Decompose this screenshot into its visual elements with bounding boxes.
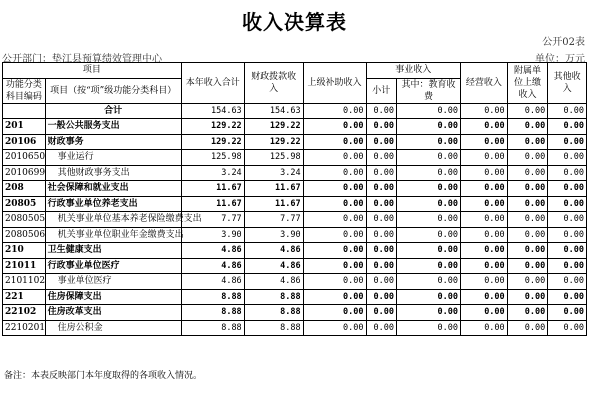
cell-subtotal: 0.00 (366, 274, 396, 290)
cell-superior: 0.00 (303, 165, 366, 181)
cell-edu: 0.00 (396, 181, 460, 197)
cell-subtotal: 0.00 (366, 150, 396, 166)
row-name: 其他财政事务支出 (45, 165, 181, 181)
cell-other: 0.00 (548, 150, 587, 166)
cell-edu: 0.00 (396, 258, 460, 274)
row-code: 2080506 (3, 227, 46, 243)
other-income-header: 其他收入 (548, 63, 587, 104)
cell-affiliated: 0.00 (507, 227, 548, 243)
cell-other: 0.00 (548, 196, 587, 212)
cell-operating: 0.00 (460, 119, 507, 135)
cell-affiliated: 0.00 (507, 243, 548, 259)
cell-subtotal: 0.00 (366, 212, 396, 228)
cell-superior: 0.00 (303, 227, 366, 243)
cell-other: 0.00 (548, 212, 587, 228)
cell-other: 0.00 (548, 320, 587, 336)
cell-subtotal: 0.00 (366, 289, 396, 305)
cell-edu: 0.00 (396, 289, 460, 305)
table-row (3, 243, 587, 259)
cell-affiliated: 0.00 (507, 165, 548, 181)
cell-fiscal: 8.88 (244, 320, 303, 336)
cell-total: 11.67 (181, 181, 244, 197)
cell-affiliated: 0.00 (507, 212, 548, 228)
row-name: 卫生健康支出 (45, 243, 181, 259)
row-code: 2010699 (3, 165, 46, 181)
cell-edu: 0.00 (396, 274, 460, 290)
row-name: 住房改革支出 (45, 305, 181, 321)
cell-other: 0.00 (548, 165, 587, 181)
cell-superior: 0.00 (303, 119, 366, 135)
row-code: 20106 (3, 134, 46, 150)
cell-edu: 0.00 (396, 320, 460, 336)
cell-affiliated: 0.00 (507, 181, 548, 197)
cell-affiliated: 0.00 (507, 150, 548, 166)
cell-subtotal: 0.00 (366, 320, 396, 336)
cell-operating: 0.00 (460, 274, 507, 290)
row-name: 住房公积金 (45, 320, 181, 336)
row-name: 住房保障支出 (45, 289, 181, 305)
cell-edu: 0.00 (396, 212, 460, 228)
cell-superior: 0.00 (303, 134, 366, 150)
cell-affiliated: 0.00 (507, 258, 548, 274)
cell-subtotal: 0.00 (366, 227, 396, 243)
cell-edu: 0.00 (396, 103, 460, 119)
cell-operating: 0.00 (460, 165, 507, 181)
row-name: 合计 (45, 103, 181, 119)
cell-operating: 0.00 (460, 243, 507, 259)
unit-label: 单位：万元 (535, 54, 585, 65)
cell-other: 0.00 (548, 274, 587, 290)
code-header: 功能分类科目编码 (3, 78, 46, 103)
table-row (3, 320, 587, 336)
cell-edu: 0.00 (396, 150, 460, 166)
cell-superior: 0.00 (303, 181, 366, 197)
cell-total: 154.63 (181, 103, 244, 119)
form-code: 公开02表 (542, 37, 585, 48)
cell-superior: 0.00 (303, 258, 366, 274)
cell-operating: 0.00 (460, 150, 507, 166)
table-row (3, 305, 587, 321)
cell-total: 3.90 (181, 227, 244, 243)
cell-total: 8.88 (181, 320, 244, 336)
cell-fiscal: 11.67 (244, 181, 303, 197)
cell-superior: 0.00 (303, 305, 366, 321)
cell-superior: 0.00 (303, 289, 366, 305)
cell-superior: 0.00 (303, 212, 366, 228)
cell-subtotal: 0.00 (366, 119, 396, 135)
row-name: 一般公共服务支出 (45, 119, 181, 135)
cell-subtotal: 0.00 (366, 165, 396, 181)
cell-subtotal: 0.00 (366, 258, 396, 274)
table-row (3, 212, 587, 228)
row-name: 社会保障和就业支出 (45, 181, 181, 197)
cell-fiscal: 3.24 (244, 165, 303, 181)
table-row (3, 150, 587, 166)
table-row (3, 134, 587, 150)
table-row (3, 289, 587, 305)
cell-affiliated: 0.00 (507, 289, 548, 305)
cell-affiliated: 0.00 (507, 305, 548, 321)
cell-fiscal: 125.98 (244, 150, 303, 166)
cell-total: 4.86 (181, 274, 244, 290)
cell-affiliated: 0.00 (507, 196, 548, 212)
cell-superior: 0.00 (303, 320, 366, 336)
cell-operating: 0.00 (460, 103, 507, 119)
cell-affiliated: 0.00 (507, 134, 548, 150)
cell-fiscal: 11.67 (244, 196, 303, 212)
table-row (3, 181, 587, 197)
cell-fiscal: 129.22 (244, 134, 303, 150)
row-code: 2080505 (3, 212, 46, 228)
cell-edu: 0.00 (396, 305, 460, 321)
cell-superior: 0.00 (303, 243, 366, 259)
cell-total: 4.86 (181, 258, 244, 274)
table-row (3, 165, 587, 181)
cell-fiscal: 4.86 (244, 274, 303, 290)
cell-affiliated: 0.00 (507, 320, 548, 336)
affiliated-income-header: 附属单位上缴收入 (507, 63, 548, 104)
row-code: 2210201 (3, 320, 46, 336)
table-note: 备注：本表反映部门本年度取得的各项收入情况。 (4, 371, 203, 381)
cell-superior: 0.00 (303, 196, 366, 212)
table-row (3, 258, 587, 274)
row-code: 201 (3, 119, 46, 135)
row-code: 20805 (3, 196, 46, 212)
cell-superior: 0.00 (303, 150, 366, 166)
cell-operating: 0.00 (460, 289, 507, 305)
income-table (2, 62, 587, 336)
cell-other: 0.00 (548, 181, 587, 197)
total-row (3, 103, 587, 119)
cell-edu: 0.00 (396, 243, 460, 259)
cell-superior: 0.00 (303, 103, 366, 119)
cell-fiscal: 3.90 (244, 227, 303, 243)
cell-fiscal: 7.77 (244, 212, 303, 228)
cell-fiscal: 8.88 (244, 305, 303, 321)
cell-operating: 0.00 (460, 305, 507, 321)
cell-subtotal: 0.00 (366, 103, 396, 119)
cell-total: 3.24 (181, 165, 244, 181)
cell-other: 0.00 (548, 243, 587, 259)
cell-other: 0.00 (548, 305, 587, 321)
cell-other: 0.00 (548, 103, 587, 119)
table-row (3, 227, 587, 243)
row-code: 221 (3, 289, 46, 305)
department-label: 公开部门：垫江县预算绩效管理中心 (2, 54, 162, 65)
cell-subtotal: 0.00 (366, 196, 396, 212)
cell-other: 0.00 (548, 134, 587, 150)
cell-total: 4.86 (181, 243, 244, 259)
cell-edu: 0.00 (396, 119, 460, 135)
cell-total: 8.88 (181, 289, 244, 305)
cell-fiscal: 4.86 (244, 258, 303, 274)
cell-subtotal: 0.00 (366, 305, 396, 321)
row-code: 22102 (3, 305, 46, 321)
cell-affiliated: 0.00 (507, 274, 548, 290)
table-row (3, 119, 587, 135)
cell-fiscal: 8.88 (244, 289, 303, 305)
fiscal-appropriation-header: 财政拨款收入 (244, 63, 303, 104)
cell-subtotal: 0.00 (366, 243, 396, 259)
cell-fiscal: 129.22 (244, 119, 303, 135)
row-code: 210 (3, 243, 46, 259)
row-name: 事业运行 (45, 150, 181, 166)
cell-operating: 0.00 (460, 181, 507, 197)
cell-total: 129.22 (181, 134, 244, 150)
education-fee-header: 其中：教育收费 (396, 78, 460, 103)
cell-other: 0.00 (548, 227, 587, 243)
cell-affiliated: 0.00 (507, 119, 548, 135)
cell-total: 7.77 (181, 212, 244, 228)
cell-operating: 0.00 (460, 320, 507, 336)
row-name: 事业单位医疗 (45, 274, 181, 290)
superior-subsidy-header: 上级补助收入 (303, 63, 366, 104)
business-income-header: 事业收入 (366, 63, 460, 79)
cell-operating: 0.00 (460, 227, 507, 243)
cell-edu: 0.00 (396, 227, 460, 243)
cell-superior: 0.00 (303, 274, 366, 290)
row-name: 机关事业单位职业年金缴费支出 (45, 227, 181, 243)
row-code: 208 (3, 181, 46, 197)
cell-operating: 0.00 (460, 134, 507, 150)
subtotal-header: 小计 (366, 78, 396, 103)
cell-affiliated: 0.00 (507, 103, 548, 119)
name-header: 项目（按“项”级功能分类科目） (45, 78, 181, 103)
row-code: 2010650 (3, 150, 46, 166)
row-name: 财政事务 (45, 134, 181, 150)
cell-total: 125.98 (181, 150, 244, 166)
page-title: 收入决算表 (242, 10, 347, 34)
cell-operating: 0.00 (460, 212, 507, 228)
cell-edu: 0.00 (396, 196, 460, 212)
cell-other: 0.00 (548, 258, 587, 274)
total-income-header: 本年收入合计 (181, 63, 244, 104)
cell-total: 129.22 (181, 119, 244, 135)
cell-operating: 0.00 (460, 258, 507, 274)
row-name: 行政事业单位医疗 (45, 258, 181, 274)
cell-edu: 0.00 (396, 134, 460, 150)
cell-other: 0.00 (548, 289, 587, 305)
table-row (3, 274, 587, 290)
operating-income-header: 经营收入 (460, 63, 507, 104)
cell-other: 0.00 (548, 119, 587, 135)
table-row (3, 196, 587, 212)
cell-subtotal: 0.00 (366, 134, 396, 150)
cell-subtotal: 0.00 (366, 181, 396, 197)
row-code (3, 103, 46, 119)
row-name: 机关事业单位基本养老保险缴费支出 (45, 212, 181, 228)
row-code: 2101102 (3, 274, 46, 290)
cell-fiscal: 154.63 (244, 103, 303, 119)
cell-operating: 0.00 (460, 196, 507, 212)
cell-total: 11.67 (181, 196, 244, 212)
project-header: 项目 (3, 63, 182, 79)
row-name: 行政事业单位养老支出 (45, 196, 181, 212)
cell-total: 8.88 (181, 305, 244, 321)
cell-edu: 0.00 (396, 165, 460, 181)
cell-fiscal: 4.86 (244, 243, 303, 259)
row-code: 21011 (3, 258, 46, 274)
